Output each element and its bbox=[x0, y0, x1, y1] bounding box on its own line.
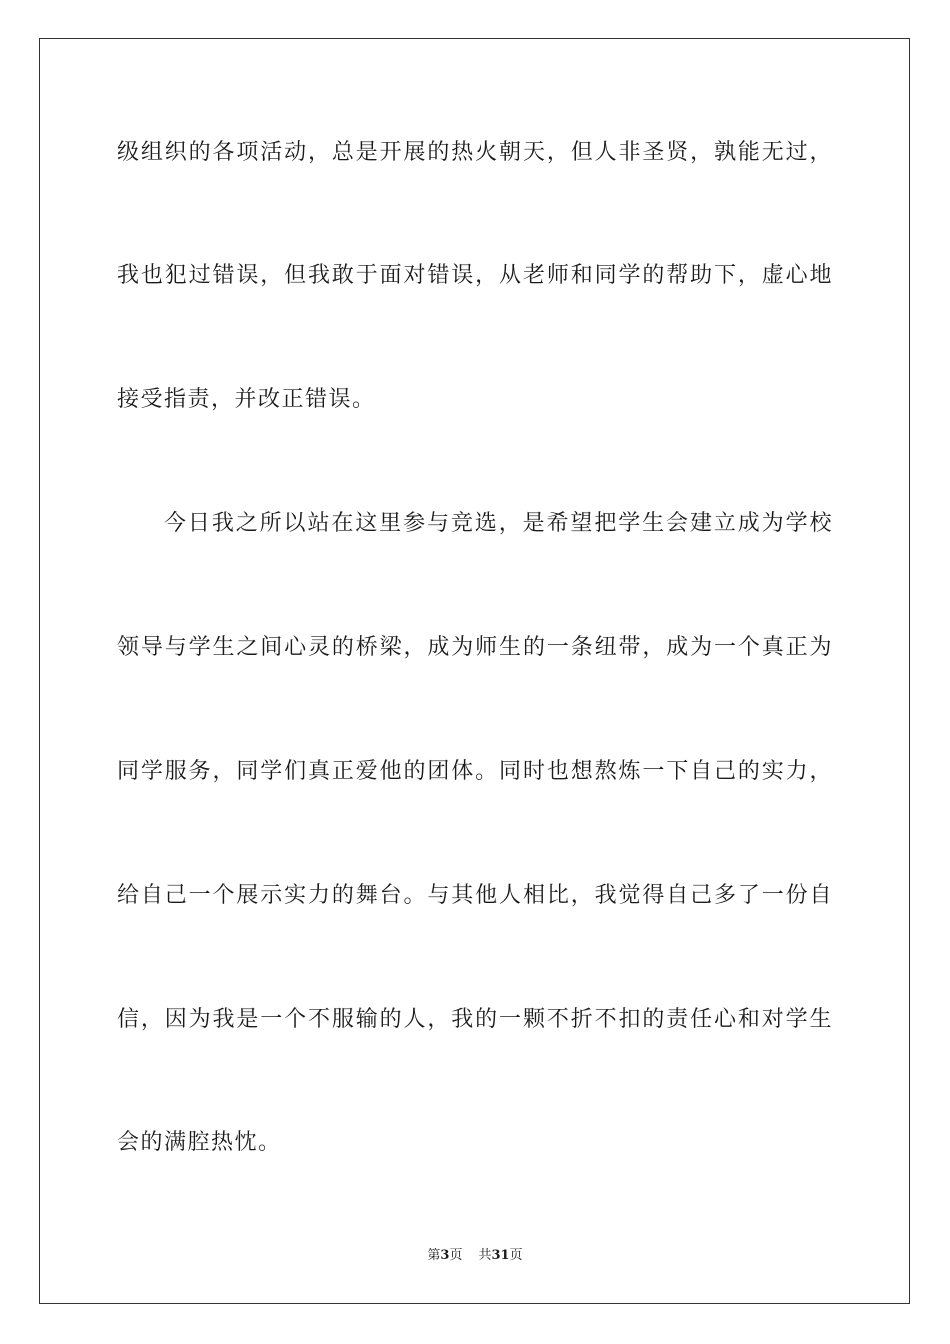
total-prefix: 共 bbox=[478, 1248, 492, 1263]
text-line: 信，因为我是一个不服输的人，我的一颗不折不扣的责任心和对学生 bbox=[117, 1007, 833, 1032]
page-border bbox=[39, 38, 910, 1304]
page-number: 3 bbox=[440, 1248, 450, 1263]
text-line: 同学服务，同学们真正爱他的团体。同时也想熬炼一下自己的实力， bbox=[117, 759, 833, 784]
page-suffix: 页 bbox=[449, 1248, 463, 1263]
page-footer bbox=[0, 1247, 950, 1265]
text-line: 领导与学生之间心灵的桥梁，成为师生的一条纽带，成为一个真正为 bbox=[117, 635, 833, 660]
text-line: 会的满腔热忱。 bbox=[117, 1130, 282, 1155]
text-line: 给自己一个展示实力的舞台。与其他人相比，我觉得自己多了一份自 bbox=[117, 883, 833, 908]
total-suffix: 页 bbox=[509, 1248, 523, 1263]
text-line: 接受指责，并改正错误。 bbox=[117, 387, 376, 412]
total-pages: 31 bbox=[491, 1248, 510, 1263]
paragraph-first-line: 今日我之所以站在这里参与竞选，是希望把学生会建立成为学校 bbox=[164, 511, 833, 536]
text-line: 我也犯过错误，但我敢于面对错误，从老师和同学的帮助下，虚心地 bbox=[117, 263, 833, 288]
page-prefix: 第 bbox=[427, 1248, 441, 1263]
text-line: 级组织的各项活动，总是开展的热火朝天，但人非圣贤，孰能无过， bbox=[117, 140, 833, 165]
